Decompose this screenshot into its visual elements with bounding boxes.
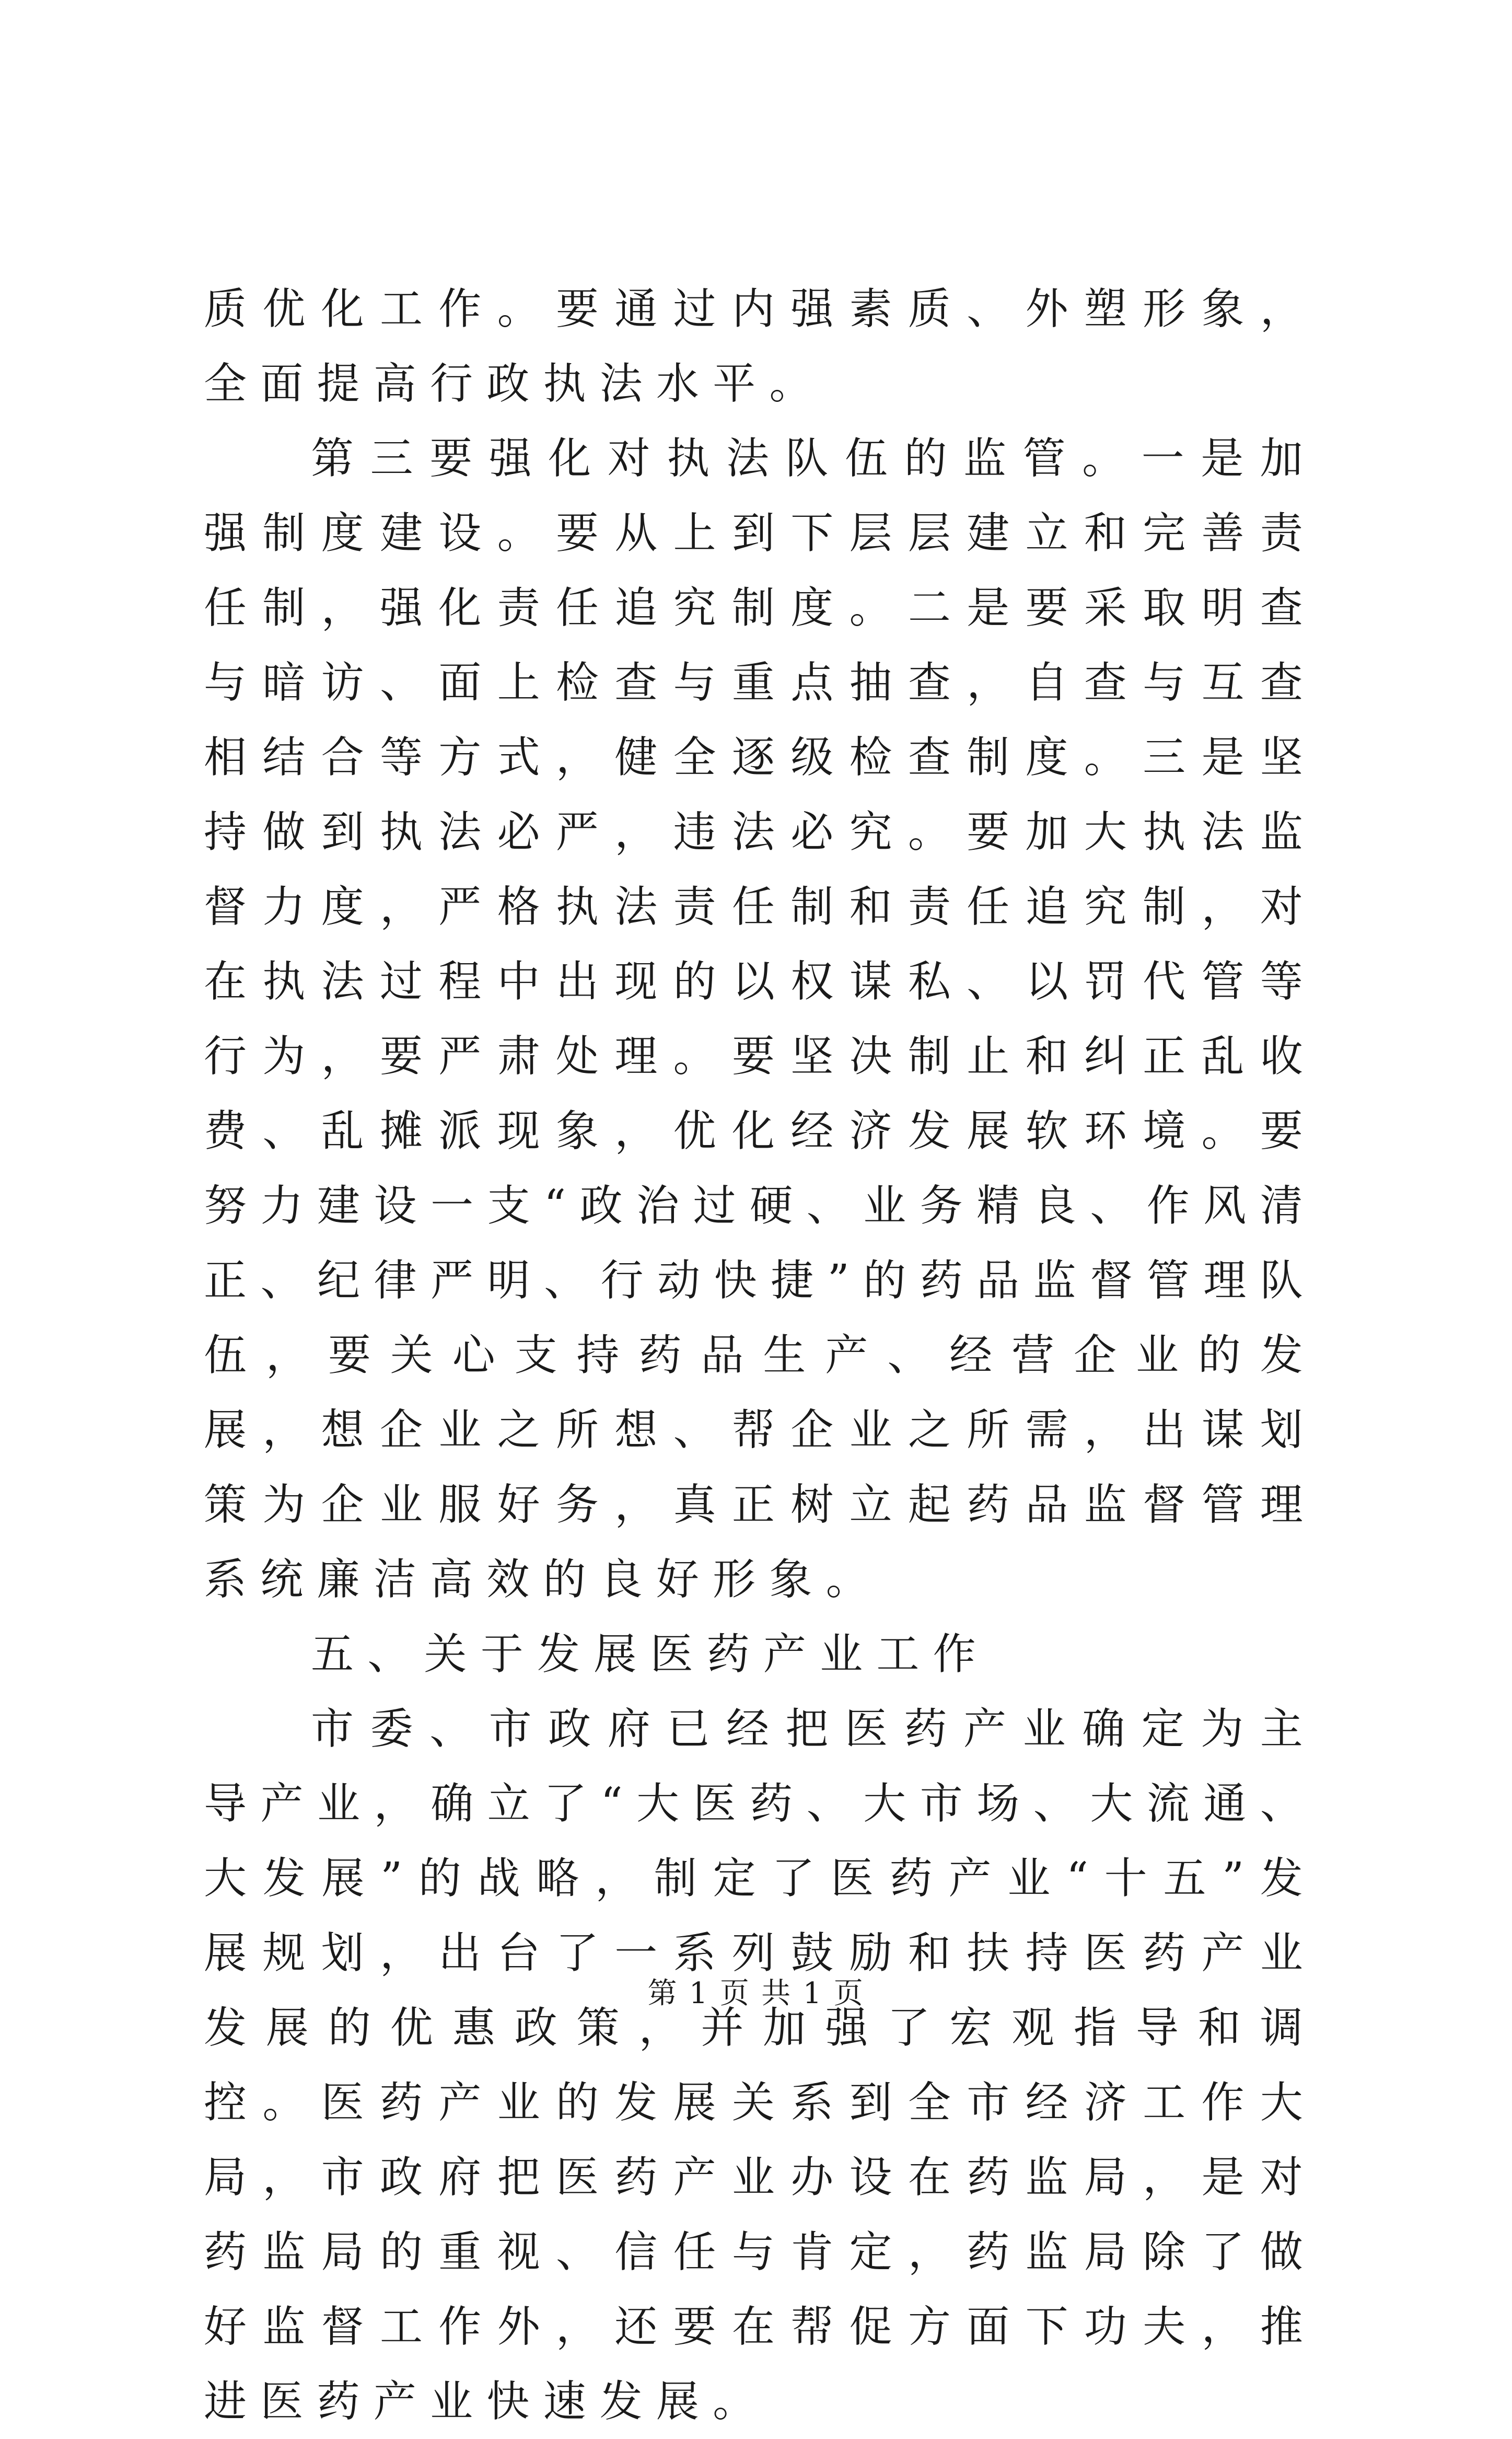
paragraph-supervision: 第三要强化对执法队伍的监管。一是加强制度建设。要从上到下层层建立和完善责任制，强化责任追究制度。二是要采取明查与暗访、面上检查与重点抽查，自查与互查相结合等方式，健全逐级检查制度。三是坚持做到执法必严，违法必究。要加大执法监督力度，严格执法责任制和责任追究制，对在执法过程中出现的以权谋私、以罚代管等行为，要严肃处理。要坚决制止和纠正乱收费、乱摊派现象，优化经济发展软环境。要努力建设一支“政治过硬、业务精良、作风清正、纪律严明、行动快捷”的药品监督管理队伍，要关心支持药品生产、经营企业的发展，想企业之所想、帮企业之所需，出谋划策为企业服好务，真正树立起药品监督管理系统廉洁高效的良好形象。	[204, 434, 1317, 1604]
paragraph-pharma-industry: 市委、市政府已经把医药产业确定为主导产业，确立了“大医药、大市场、大流通、大发展”的战略，制定了医药产业“十五”发展规划，出台了一系列鼓励和扶持医药产业发展的优惠政策，并加强了宏观指导和调控。医药产业的发展关系到全市经济工作大局，市政府把医药产业办设在药监局，是对药监局的重视、信任与肯定，药监局除了做好监督工作外，还要在帮促方面下功夫，推进医药产业快速发展。	[204, 1704, 1317, 2426]
section-heading: 五、关于发展医药产业工作	[311, 1629, 990, 1679]
paragraph-continuation: 质优化工作。要通过内强素质、外塑形象，全面提高行政执法水平。	[204, 284, 1317, 409]
page-footer: 第 1 页 共 1 页	[647, 1976, 865, 2010]
document-body	[204, 272, 1317, 2439]
